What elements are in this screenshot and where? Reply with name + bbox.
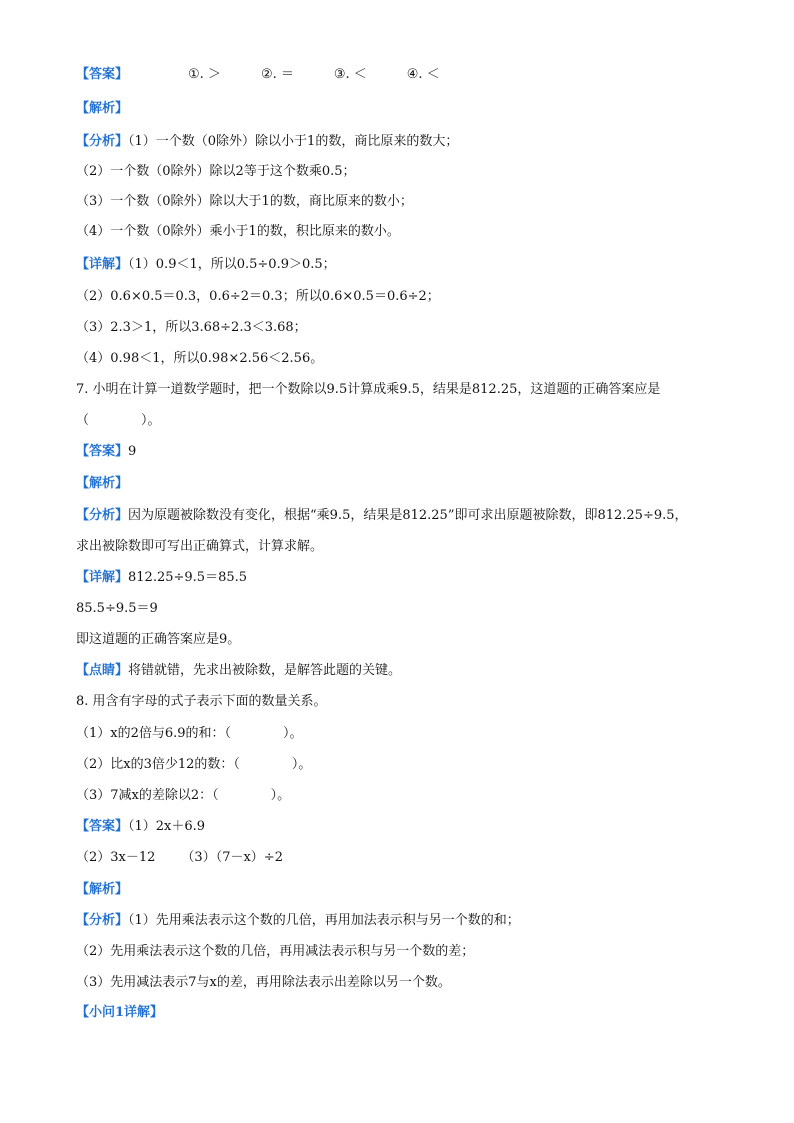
detail-q6-line1: 【详解】（1）0.9＜1，所以0.5÷0.9＞0.5； [76,257,336,272]
question-7-line1: 7. 小明在计算一道数学题时，把一个数除以9.5计算成乘9.5，结果是812.25，这道题的正确答案应是 [76,382,661,397]
analysis-tag: 【分析】 [76,913,129,928]
analysis-q6-line2: （2）一个数（0除外）除以2等于这个数乘0.5； [76,164,356,179]
comment-q7: 【点睛】将错就错，先求出被除数，是解答此题的关键。 [76,663,402,678]
question-7-line2: （ ）。 [76,413,161,428]
detail-q6-line2: （2）0.6×0.5＝0.3，0.6÷2＝0.3；所以0.6×0.5＝0.6÷2； [76,289,440,304]
analysis-q6-line1: 【分析】（1）一个数（0除外）除以小于1的数，商比原来的数大； [76,134,459,149]
detail-q7-line1: 【详解】812.25÷9.5＝85.5 [76,570,248,585]
question-8-part1: （1）x的2倍与6.9的和：（ ）。 [76,726,303,741]
analysis-q8-line3: （3）先用减法表示7与x的差，再用除法表示出差除以另一个数。 [76,975,451,990]
answer-tag: 【答案】 [76,819,129,834]
answer-q8-line1: 【答案】（1）2x＋6.9 [76,819,206,834]
detail-q7-line3: 即这道题的正确答案应是9。 [76,632,241,647]
answer-line-q6 [76,66,440,84]
answer-q8-line2: （2）3x－12 （3）（7－x）÷2 [76,850,283,865]
answer-q7: 【答案】9 [76,444,137,459]
answer-option-3: ③. ＜ [333,67,367,82]
comment-tag: 【点睛】 [76,663,129,678]
analysis-q6-line3: （3）一个数（0除外）除以大于1的数，商比原来的数小； [76,194,413,209]
answer-option-4: ④. ＜ [406,67,440,82]
analysis-heading: 【解析】 [76,476,129,491]
analysis-heading: 【解析】 [76,882,129,897]
analysis-tag: 【分析】 [76,508,129,523]
question-8-part3: （3）7减x的差除以2：（ ）。 [76,788,291,803]
analysis-q7-line1: 【分析】因为原题被除数没有变化，根据“乘9.5，结果是812.25”即可求出原题被除数，即812.25÷9.5， [76,508,688,523]
analysis-heading: 【解析】 [76,101,129,116]
answer-tag: 【答案】 [76,444,129,459]
question-8-title: 8. 用含有字母的式子表示下面的数量关系。 [76,694,327,709]
answer-tag: 【答案】 [76,67,129,82]
detail-tag: 【详解】 [76,570,129,585]
analysis-q6-line4: （4）一个数（0除外）乘小于1的数，积比原来的数小。 [76,224,400,239]
detail-q6-line4: （4）0.98＜1，所以0.98×2.56＜2.56。 [76,351,324,366]
analysis-q8-line2: （2）先用乘法表示这个数的几倍，再用减法表示积与另一个数的差； [76,944,475,959]
analysis-tag: 【分析】 [76,134,129,149]
detail-q6-line3: （3）2.3＞1，所以3.68÷2.3＜3.68； [76,320,307,335]
subquestion-1-detail-heading: 【小问1详解】 [76,1005,164,1020]
answer-option-2: ②. ＝ [260,67,294,82]
question-8-part2: （2）比x的3倍少12的数：（ ）。 [76,757,312,772]
detail-q7-line2: 85.5÷9.5＝9 [76,601,158,616]
analysis-q8-line1: 【分析】（1）先用乘法表示这个数的几倍，再用加法表示积与另一个数的和； [76,913,520,928]
answer-option-1: ①. ＞ [188,67,221,82]
analysis-q7-line2: 求出被除数即可写出正确算式，计算求解。 [76,539,324,554]
detail-tag: 【详解】 [76,257,129,272]
